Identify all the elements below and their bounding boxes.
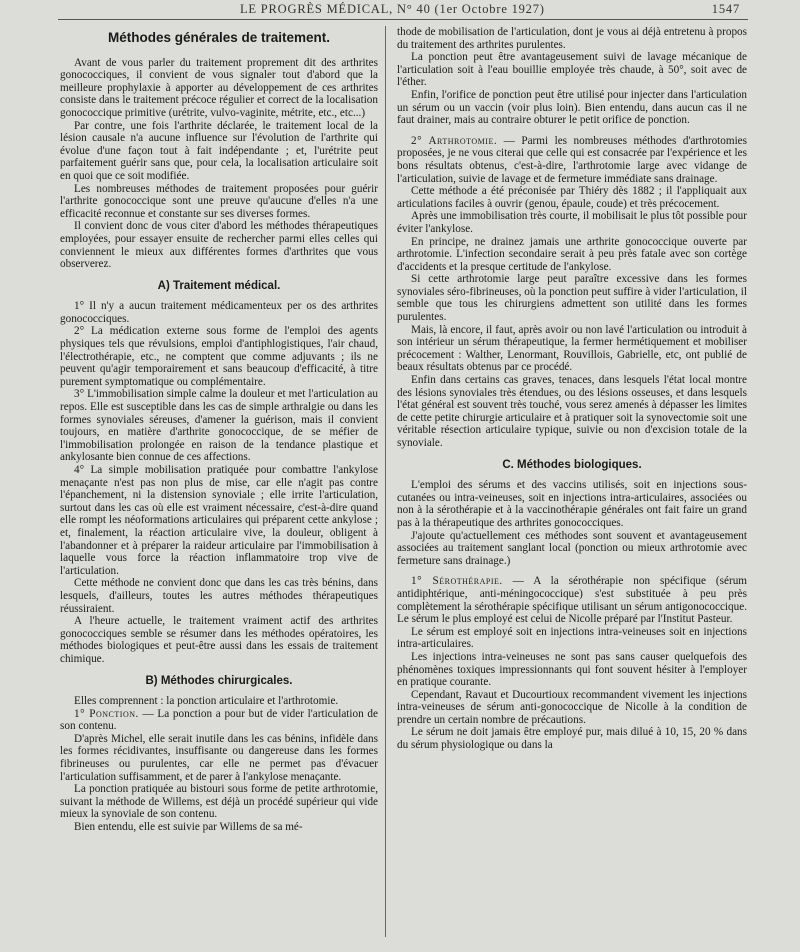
paragraph: La ponction peut être avantageusement suivi de lavage mécanique de l'articulation soit à l'eau bouillie employée très chaude, à 50°, soit avec de l'éther.: [397, 51, 747, 89]
paragraph: L'emploi des sérums et des vaccins utilisés, soit en injections sous-cutanées ou intra-veineuses, soit en injections intra-articulaires, associées ou non à la sérothérapie et à la vaccinothérapie générales ont fait faire un grand pas à la thérapeutique des arthrites gonococciques.: [397, 479, 747, 529]
paragraph: [60, 708, 378, 733]
subsection-heading-a: A) Traitement médical.: [157, 279, 281, 292]
page-header: [0, 0, 800, 18]
subsection-heading-b: B) Méthodes chirurgicales.: [145, 674, 293, 687]
paragraph: 1° Il n'y a aucun traitement médicamenteux per os des arthrites gonococciques.: [60, 300, 378, 325]
paragraph: Avant de vous parler du traitement proprement dit des arthrites gonococciques, il convient de vous signaler tout d'abord que la meilleure prophylaxie à apporter au développement de ces arthrites consiste dans le traitement précoce régulier et correct de la localisation gonococcique primitive (urétrite, vulvo-vaginite, métrite, etc., etc...): [60, 56, 378, 119]
paragraph: Il convient donc de vous citer d'abord les méthodes thérapeutiques employées, pour essayer ensuite de rechercher parmi elles celles qui conviennent le mieux aux différentes formes d'arthrites que vous observerez.: [60, 220, 378, 271]
paragraph: En principe, ne drainez jamais une arthrite gonococcique ouverte par arthrotomie. L'infection secondaire serait à peu près fatale avec son cortège d'accidents et la presque certitude de l'ankylose.: [397, 235, 747, 273]
paragraph: [397, 135, 747, 185]
paragraph: thode de mobilisation de l'articulation, dont je vous ai déjà entretenu à propos du traitement des arthrites purulentes.: [397, 26, 747, 51]
paragraph-text: — Parmi les nombreuses méthodes d'arthrotomies proposées, je ne vous citerai que celle qui est consacrée par l'expérience et les bons résultats obtenus, c'est-à-dire, l'arthrotomie large avec vidange de l'articulation, suivie de lavage et de fermeture immédiate sans drainage.: [397, 134, 747, 185]
paragraph: Les injections intra-veineuses ne sont pas sans causer quelquefois des phénomènes toxiques impressionnants qui font souvent hésiter à l'employer en pratique courante.: [397, 650, 747, 689]
paragraph: J'ajoute qu'actuellement ces méthodes sont souvent et avantageusement associées au traitement sanglant local (ponction ou mieux arthrotomie avec fermeture sans drainage.): [397, 529, 747, 567]
paragraph: La ponction pratiquée au bistouri sous forme de petite arthrotomie, suivant la méthode de Willems, est déjà un procédé supérieur qui vide mieux la synoviale de son contenu.: [60, 783, 378, 821]
paragraph-text: — A la sérothérapie non spécifique (sérum antidiphtérique, anti-méningococcique) s'est substituée à peu près complètement la sérothérapie spécifique utilisant un sérum antigonococcique. Le sérum le plus employé est celui de Nicolle préparé par l'Institut Pasteur.: [397, 575, 747, 626]
paragraph-text: — La ponction a pour but de vider l'articulation de son contenu.: [60, 707, 378, 733]
paragraph: Mais, là encore, il faut, après avoir ou non lavé l'articulation ou introduit à son intérieur un sérum thérapeutique, la fermer hermétiquement et mobiliser précocement : Walther, Lenormant, Rouvillois, Gabrielle, etc, ont publié de beaux résultats obtenus par ce procédé.: [397, 323, 747, 374]
page-number: 1547: [711, 2, 740, 16]
paragraph: Le sérum est employé soit en injections intra-veineuses soit en injections intra-articulaires.: [397, 625, 747, 651]
paragraph: D'après Michel, elle serait inutile dans les cas bénins, infidèle dans les formes récidivantes, insuffisante ou dangereuse dans les formes fibrineuses ou purulentes, car elle ne permet pas d'évacuer l'articulation suffisamment, et de parer à l'ankylose menaçante.: [60, 732, 378, 783]
section-heading: Méthodes générales de traitement.: [107, 30, 331, 45]
paragraph: Après une immobilisation très courte, il mobilisait le plus tôt possible pour éviter l'ankylose.: [397, 210, 747, 235]
column-divider: [385, 26, 386, 937]
paragraph: Elles comprennent : la ponction articulaire et l'arthrotomie.: [74, 695, 339, 708]
paragraph: Cette méthode ne convient donc que dans les cas très bénins, dans lesquels, d'ailleurs, toutes les autres méthodes thérapeutiques réussiraient.: [60, 577, 378, 615]
run-in-label: 2° Arthrotomie.: [411, 134, 498, 147]
paragraph: Enfin dans certains cas graves, tenaces, dans lesquels l'état local montre des lésions synoviales très étendues, ou des lésions osseuses, et dans lesquels l'état général est souvent très touché, vous serez amenés à dépasser les limites de cette petite chirurgie articulaire et à pratiquer soit la synovectomie soit une véritable résection articulaire typique, suivie ou non d'excision totale de la synoviale.: [397, 374, 747, 449]
paragraph: Si cette arthrotomie large peut paraître excessive dans les formes synoviales séro-fibrineuses, où la ponction peut suffire à vider l'articulation, il semble que tous les chirurgiens admettent son utilité dans les formes purulentes.: [397, 273, 747, 324]
right-column: [397, 26, 747, 952]
paragraph: A l'heure actuelle, le traitement vraiment actif des arthrites gonococciques semble se résumer dans les méthodes opératoires, les méthodes biologiques et peut-être aussi dans les essais de traitement chimique.: [60, 615, 378, 665]
paragraph: Le sérum ne doit jamais être employé pur, mais dilué à 10, 15, 20 % dans du sérum physiologique ou dans la: [397, 726, 747, 752]
paragraph: Cette méthode a été préconisée par Thiéry dès 1882 ; il l'appliquait aux articulations faciles à ouvrir (genou, épaule, coude) et très précocement.: [397, 185, 747, 210]
paragraph: 3° L'immobilisation simple calme la douleur et met l'articulation au repos. Elle est susceptible dans les cas de simple arthralgie ou dans les formes synoviales séreuses, d'amener la guérison, mais il convient toujours, en matière d'arthrite gonococcique, de se méfier de l'immobilisation prolongée en raison de la tendance plastique et ankylosante bien connue de ces affections.: [60, 388, 378, 464]
paragraph: Bien entendu, elle est suivie par Willems de sa mé-: [74, 821, 303, 834]
run-in-label: 1° Sérothérapie.: [411, 575, 503, 588]
paragraph: Par contre, une fois l'arthrite déclarée, le traitement local de la lésion causale n'a aucune influence sur l'évolution de l'arthrite qui évolue d'une façon tout à fait indépendante ; et, l'urétrite peut parfaitement guérir sans que, pour cela, la localisation articulaire soit en quoi que ce soit modifiée.: [60, 119, 378, 182]
paragraph: Enfin, l'orifice de ponction peut être utilisé pour injecter dans l'articulation un sérum ou un vaccin (voir plus loin). Bien entendu, dans aucun cas il ne faut drainer, mais au contraire obturer le petit orifice de ponction.: [397, 88, 747, 127]
run-in-label: 1° Ponction.: [74, 707, 139, 720]
running-title: LE PROGRÈS MÉDICAL, N° 40 (1er Octobre 1927): [240, 2, 545, 16]
paragraph: Les nombreuses méthodes de traitement proposées pour guérir l'arthrite gonococcique sont une preuve qu'aucune d'elles n'a une efficacité reconnue et constante sur ses diverses formes.: [60, 182, 378, 220]
paragraph: 4° La simple mobilisation pratiquée pour combattre l'ankylose menaçante n'est pas non plus de mise, car elle n'agit pas contre l'épanchement, ni la distension synoviale ; elle irrite l'articulation, surtout dans les cas où elle est vraiment nécessaire, c'est-à-dire quand elle rompt les néoformations articulaires qui préparent cette ankylose ; et, finalement, la réaction articulaire vive, la douleur, obligent à l'abandonner et à préparer la raideur articulaire par l'immobilisation à laquelle vous force la réaction inflammatoire trop vive de l'articulation.: [60, 464, 378, 577]
left-column: [60, 26, 378, 952]
paragraph: 2° La médication externe sous forme de l'emploi des agents physiques tels que révulsions, emploi d'antiphlogistiques, l'air chaud, l'électrothérapie, etc., ne comptent que comme adjuvants ; ils ne peuvent qu'agir temporairement et sans beaucoup d'efficacité, à titre purement symptomatique ou complémentaire.: [60, 325, 378, 388]
header-rule: [58, 19, 748, 20]
subsection-heading-c: C. Méthodes biologiques.: [502, 458, 642, 471]
paragraph: [397, 575, 747, 625]
paragraph: Cependant, Ravaut et Ducourtioux recommandent vivement les injections intra-veineuses de sérum anti-gonococcique de Nicolle à la condition de prendre un certain nombre de précautions.: [397, 688, 747, 726]
